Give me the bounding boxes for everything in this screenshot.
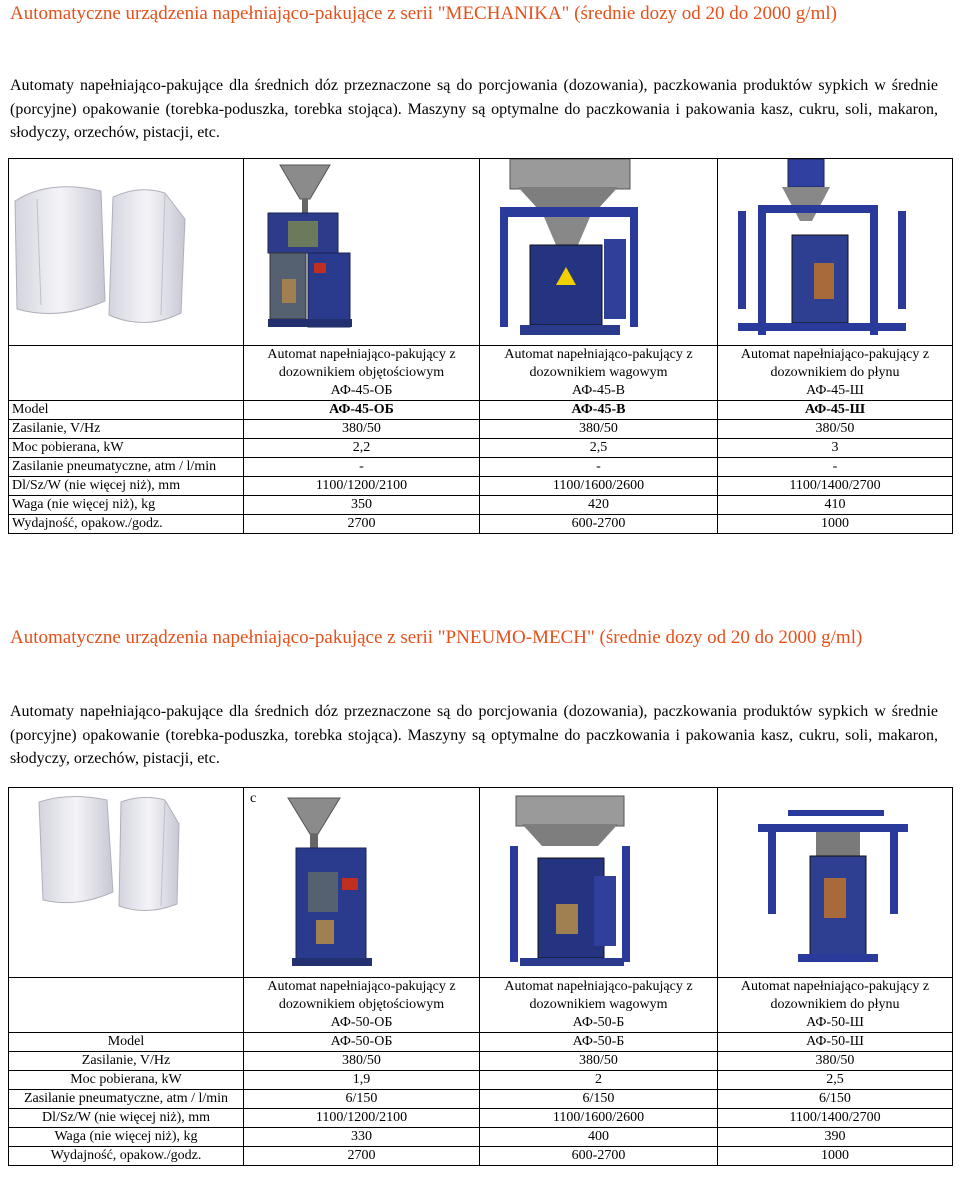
section1-caption-1: Automat napełniająco-pakujący z dozownikiem objętościowym АФ-45-ОБ xyxy=(244,346,480,401)
bags-image xyxy=(9,159,238,339)
machine-liquid-image xyxy=(718,788,953,971)
section2-machine1-cell xyxy=(244,788,480,978)
machine-weighing-image xyxy=(480,788,718,971)
section1-caption-row xyxy=(9,346,953,401)
section1-image-row xyxy=(9,159,953,346)
table-row: Model АФ-50-ОБ АФ-50-Б АФ-50-Ш xyxy=(9,1033,953,1052)
section2-machine3-cell xyxy=(718,788,953,978)
section2-caption-1: Automat napełniająco-pakujący z dozownikiem objętościowym АФ-50-ОБ xyxy=(244,978,480,1033)
section1-intro: Automaty napełniająco-pakujące dla średnich dóz przeznaczone są do porcjowania (dozowania), paczkowania produktów sypkich w średnie (porcyjne) opakowanie (torebka-poduszka, torebka stojąca). Maszyny są optymalne do paczkowania i pakowania kasz, cukru, soli, makaron, słodyczy, orzechów, pistacji, etc. xyxy=(10,77,938,141)
table-row: Moc pobierana, kW 2,2 2,5 3 xyxy=(9,439,953,458)
table-row: Moc pobierana, kW 1,9 2 2,5 xyxy=(9,1071,953,1090)
section1-machine2-cell xyxy=(480,159,718,346)
section1-title: Automatyczne urządzenia napełniająco-pakujące z serii "MECHANIKA" (średnie dozy od 20 do 2000 g/ml) xyxy=(10,3,837,24)
table-row: Zasilanie pneumatyczne, atm / l/min - - - xyxy=(9,458,953,477)
section2-caption-3: Automat napełniająco-pakujący z dozownikiem do płynu АФ-50-Ш xyxy=(718,978,953,1033)
bags-image xyxy=(9,788,238,971)
table-row: Dl/Sz/W (nie więcej niż), mm 1100/1200/2100 1100/1600/2600 1100/1400/2700 xyxy=(9,1109,953,1128)
section2-spec-table xyxy=(8,787,953,1166)
section2-bags-cell xyxy=(9,788,244,978)
machine-weighing-image xyxy=(480,159,718,339)
table-row: Zasilanie, V/Hz 380/50 380/50 380/50 xyxy=(9,420,953,439)
table-row: Zasilanie pneumatyczne, atm / l/min 6/150 6/150 6/150 xyxy=(9,1090,953,1109)
section2-image-row xyxy=(9,788,953,978)
section1-spec-table xyxy=(8,158,953,534)
table-row: Waga (nie więcej niż), kg 330 400 390 xyxy=(9,1128,953,1147)
machine-volumetric-image xyxy=(244,788,480,971)
table-row: Dl/Sz/W (nie więcej niż), mm 1100/1200/2100 1100/1600/2600 1100/1400/2700 xyxy=(9,477,953,496)
section2-caption-2: Automat napełniająco-pakujący z dozownikiem wagowym АФ-50-Б xyxy=(480,978,718,1033)
table-row: Waga (nie więcej niż), kg 350 420 410 xyxy=(9,496,953,515)
machine-liquid-image xyxy=(718,159,953,339)
stray-char: c xyxy=(250,791,257,806)
table-row: Zasilanie, V/Hz 380/50 380/50 380/50 xyxy=(9,1052,953,1071)
section2-machine2-cell xyxy=(480,788,718,978)
section1-bags-cell xyxy=(9,159,244,346)
section2-caption-row xyxy=(9,978,953,1033)
section2-intro: Automaty napełniająco-pakujące dla średnich dóz przeznaczone są do porcjowania (dozowania), paczkowania produktów sypkich w średnie (porcyjne) opakowanie (torebka-poduszka, torebka stojąca). Maszyny są optymalne do paczkowania i pakowania kasz, cukru, soli, makaron, słodyczy, orzechów, pistacji, etc. xyxy=(10,703,938,767)
table-row: Model АФ-45-ОБ АФ-45-В АФ-45-Ш xyxy=(9,401,953,420)
section2-title: Automatyczne urządzenia napełniająco-pakujące z serii "PNEUMO-MECH" (średnie dozy od 20 do 2000 g/ml) xyxy=(10,627,863,648)
table-row: Wydajność, opakow./godz. 2700 600-2700 1000 xyxy=(9,515,953,534)
section1-machine3-cell xyxy=(718,159,953,346)
section1-caption-2: Automat napełniająco-pakujący z dozownikiem wagowym АФ-45-В xyxy=(480,346,718,401)
table-row: Wydajność, opakow./godz. 2700 600-2700 1000 xyxy=(9,1147,953,1166)
section1-machine1-cell xyxy=(244,159,480,346)
section1-caption-3: Automat napełniająco-pakujący z dozownikiem do płynu АФ-45-Ш xyxy=(718,346,953,401)
machine-volumetric-image xyxy=(244,159,480,339)
